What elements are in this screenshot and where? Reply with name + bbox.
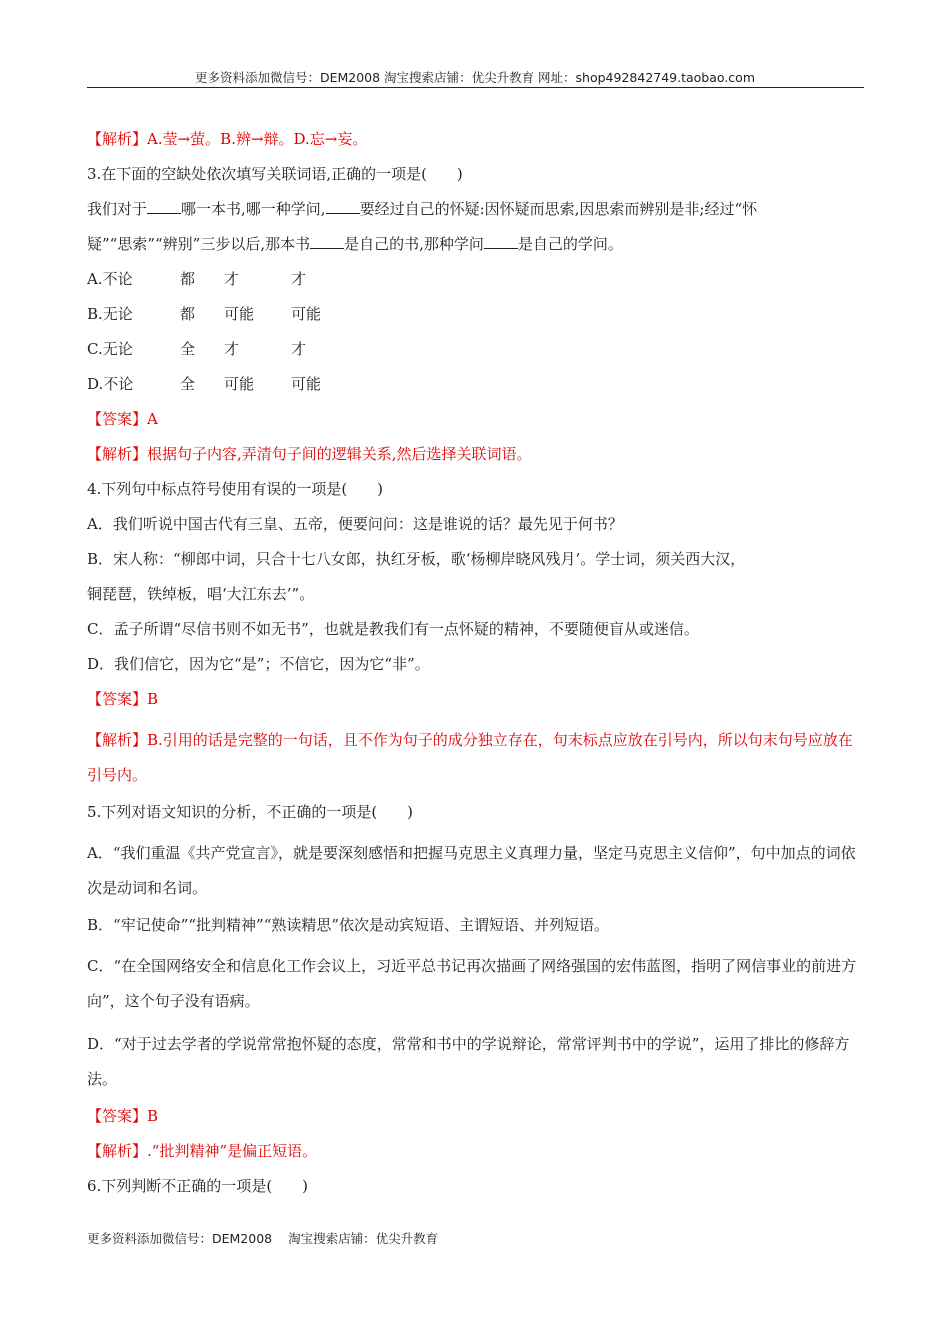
q5-answer: 【答案】B	[87, 1107, 159, 1125]
q4-analysis: 【解析】B.引用的话是完整的一句话，且不作为句子的成分独立存在，句末标点应放在引号内，所以句末句号应放在引号内。	[87, 731, 853, 784]
q6-stem: 6.下列判断不正确的一项是( )	[87, 1177, 309, 1195]
header-divider	[87, 87, 864, 88]
q4-option-d: D．我们信它，因为它“是”；不信它，因为它“非”。	[87, 655, 430, 673]
blank-4	[484, 234, 518, 249]
q5-stem: 5.下列对语文知识的分析，不正确的一项是( )	[87, 803, 414, 821]
q3-option-d: D.不论 全 可能 可能	[87, 375, 322, 393]
q3-passage-line1: 我们对于 哪一本书,哪一种学问, 要经过自己的怀疑:因怀疑而思索,因思索而辨别是非;经过“怀	[87, 200, 758, 218]
q4-option-b-line1: B．宋人称：“柳郎中词，只合十七八女郎，执红牙板，歌‘杨柳岸晓风残月’。学士词，须关西大汉，	[87, 550, 746, 568]
q5-option-c: C．“在全国网络安全和信息化工作会议上，习近平总书记再次描画了网络强国的宏伟蓝图，指明了网信事业的前进方向”，这个句子没有语病。	[87, 957, 857, 1010]
q5-option-d: D．“对于过去学者的学说常常抱怀疑的态度，常常和书中的学说辩论，常常评判书中的学说”，运用了排比的修辞方法。	[87, 1035, 850, 1088]
blank-2	[326, 199, 360, 214]
page-header: 更多资料添加微信号：DEM2008 淘宝搜索店铺：优尖升教育 网址：shop492842749.taobao.com	[194, 70, 756, 85]
blank-1	[147, 199, 181, 214]
q4-answer: 【答案】B	[87, 690, 159, 708]
q3-option-c: C.无论 全 才 才	[87, 340, 307, 358]
q3-option-a: A.不论 都 才 才	[87, 270, 307, 288]
q5-option-a: A．“我们重温《共产党宣言》，就是要深刻感悟和把握马克思主义真理力量，坚定马克思主义信仰”，句中加点的词依次是动词和名词。	[87, 844, 856, 897]
footer-shop: 淘宝搜索店铺：优尖升教育	[288, 1231, 439, 1246]
q4-option-c: C．孟子所谓“尽信书则不如无书”，也就是教我们有一点怀疑的精神，不要随便盲从或迷信。	[87, 620, 699, 638]
footer-wechat: 更多资料添加微信号：DEM2008	[87, 1231, 273, 1246]
q3-passage-line2: 疑”“思索”“辨别”三步以后,那本书 是自己的书,那种学问 是自己的学问。	[87, 235, 623, 253]
q3-analysis: 【解析】根据句子内容,弄清句子间的逻辑关系,然后选择关联词语。	[87, 445, 532, 463]
q3-option-b: B.无论 都 可能 可能	[87, 305, 322, 323]
q5-analysis: 【解析】.“批判精神”是偏正短语。	[87, 1142, 318, 1160]
q2-analysis: 【解析】A.莹→萤。B.辨→辩。D.忘→妄。	[87, 130, 368, 148]
q3-stem: 3.在下面的空缺处依次填写关联词语,正确的一项是( )	[87, 165, 463, 183]
q4-stem: 4.下列句中标点符号使用有误的一项是( )	[87, 480, 384, 498]
q5-option-b: B．“牢记使命”“批判精神”“熟读精思”依次是动宾短语、主谓短语、并列短语。	[87, 916, 610, 934]
q4-option-b-line2: 铜琵琶，铁绰板，唱‘大江东去’”。	[87, 585, 315, 603]
blank-3	[310, 234, 344, 249]
page-footer	[87, 1229, 454, 1247]
q3-answer: 【答案】A	[87, 410, 158, 428]
q4-option-a: A．我们听说中国古代有三皇、五帝，便要问问：这是谁说的话？最先见于何书？	[87, 515, 623, 533]
document-body	[87, 128, 862, 1210]
